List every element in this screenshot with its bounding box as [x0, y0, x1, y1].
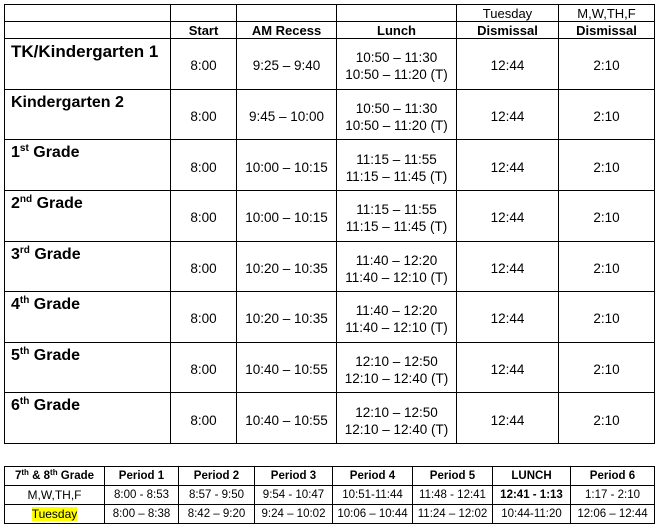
header-period-4: Period 4: [333, 467, 413, 486]
period-1-time: 8:00 - 8:53: [105, 486, 179, 505]
am-recess-time: 9:45 – 10:00: [237, 89, 337, 140]
header-lunch: Lunch: [337, 22, 457, 39]
period-6-time: 1:17 - 2:10: [571, 486, 655, 505]
table-row: [5, 342, 655, 393]
mwthf-dismissal-time: 2:10: [559, 292, 655, 343]
lunch-regular: 10:50 – 11:30: [355, 100, 438, 116]
lunch-time: [337, 140, 457, 191]
mwthf-dismissal-time: 2:10: [559, 140, 655, 191]
period-3-time: 9:54 - 10:47: [255, 486, 333, 505]
header-start: Start: [171, 22, 237, 39]
header-top-empty-cell: [5, 5, 171, 22]
grade-group-label: 7th & 8th Grade: [5, 467, 105, 486]
lunch-time: [337, 292, 457, 343]
mwthf-dismissal-time: 2:10: [559, 39, 655, 90]
period-2-time: 8:42 – 9:20: [179, 505, 255, 524]
grade-label: Kindergarten 2: [5, 89, 171, 140]
lunch-regular: 10:50 – 11:30: [355, 50, 438, 66]
start-time: 8:00: [171, 342, 237, 393]
table-row: [5, 89, 655, 140]
header-row: [5, 22, 655, 39]
period-5-time: 11:24 – 12:02: [413, 505, 493, 524]
am-recess-time: 10:20 – 10:35: [237, 241, 337, 292]
am-recess-time: 10:00 – 10:15: [237, 190, 337, 241]
lunch-time: [337, 190, 457, 241]
tuesday-dismissal-time: 12:44: [457, 393, 559, 444]
mwthf-dismissal-time: 2:10: [559, 89, 655, 140]
mwthf-dismissal-time: 2:10: [559, 241, 655, 292]
header-grade-empty: [5, 22, 171, 39]
tuesday-dismissal-time: 12:44: [457, 342, 559, 393]
lunch-regular: 11:15 – 11:55: [356, 202, 437, 218]
grade-label: TK/Kindergarten 1: [5, 39, 171, 90]
header-tuesday: Tuesday: [457, 5, 559, 22]
period-header-row: [5, 467, 655, 486]
bell-schedule-table: [4, 4, 655, 444]
lunch-regular: 11:40 – 12:20: [355, 303, 438, 319]
tuesday-dismissal-time: 12:44: [457, 241, 559, 292]
header-am-recess: AM Recess: [237, 22, 337, 39]
header-tuesday-dismissal: Dismissal: [457, 22, 559, 39]
grade-label: 2nd Grade: [5, 190, 171, 241]
am-recess-time: 10:20 – 10:35: [237, 292, 337, 343]
tuesday-highlight: Tuesday: [31, 507, 78, 521]
am-recess-time: 9:25 – 9:40: [237, 39, 337, 90]
table-row: [5, 393, 655, 444]
header-top-empty-cell: [171, 5, 237, 22]
lunch-time: [337, 89, 457, 140]
header-period-2: Period 2: [179, 467, 255, 486]
grade-label: 6th Grade: [5, 393, 171, 444]
lunch-time: 10:44-11:20: [493, 505, 571, 524]
header-period-6: Period 6: [571, 467, 655, 486]
mwthf-dismissal-time: 2:10: [559, 342, 655, 393]
lunch-regular: 12:10 – 12:50: [355, 354, 438, 370]
period-4-time: 10:51-11:44: [333, 486, 413, 505]
lunch-time: [337, 39, 457, 90]
header-period-3: Period 3: [255, 467, 333, 486]
period-5-time: 11:48 - 12:41: [413, 486, 493, 505]
table-row: [5, 486, 655, 505]
header-period-1: Period 1: [105, 467, 179, 486]
lunch-tuesday: 11:40 – 12:10 (T): [345, 320, 448, 336]
grade-label: 4th Grade: [5, 292, 171, 343]
table-row: [5, 505, 655, 524]
lunch-tuesday: 10:50 – 11:20 (T): [345, 67, 448, 83]
table-row: [5, 241, 655, 292]
grade-label: 1st Grade: [5, 140, 171, 191]
row-label-mwthf: M,W,TH,F: [5, 486, 105, 505]
lunch-time: [337, 393, 457, 444]
row-label-tuesday: [5, 505, 105, 524]
grade-label: 3rd Grade: [5, 241, 171, 292]
tuesday-dismissal-time: 12:44: [457, 39, 559, 90]
start-time: 8:00: [171, 89, 237, 140]
table-row: [5, 39, 655, 90]
middle-school-period-table: [4, 466, 655, 524]
lunch-time: 12:41 - 1:13: [493, 486, 571, 505]
tuesday-dismissal-time: 12:44: [457, 190, 559, 241]
header-mwthf-dismissal: Dismissal: [559, 22, 655, 39]
lunch-tuesday: 10:50 – 11:20 (T): [345, 117, 448, 133]
lunch-time: [337, 241, 457, 292]
lunch-tuesday: 11:15 – 11:45 (T): [345, 168, 448, 184]
tuesday-dismissal-time: 12:44: [457, 292, 559, 343]
header-period-5: Period 5: [413, 467, 493, 486]
mwthf-dismissal-time: 2:10: [559, 393, 655, 444]
tuesday-dismissal-time: 12:44: [457, 140, 559, 191]
lunch-tuesday: 11:15 – 11:45 (T): [345, 219, 448, 235]
start-time: 8:00: [171, 39, 237, 90]
lunch-time: [337, 342, 457, 393]
mwthf-dismissal-time: 2:10: [559, 190, 655, 241]
am-recess-time: 10:40 – 10:55: [237, 342, 337, 393]
am-recess-time: 10:40 – 10:55: [237, 393, 337, 444]
start-time: 8:00: [171, 190, 237, 241]
am-recess-time: 10:00 – 10:15: [237, 140, 337, 191]
table-row: [5, 140, 655, 191]
lunch-tuesday: 12:10 – 12:40 (T): [344, 371, 449, 387]
period-4-time: 10:06 – 10:44: [333, 505, 413, 524]
lunch-regular: 11:15 – 11:55: [356, 151, 437, 167]
header-top-empty-cell: [337, 5, 457, 22]
lunch-regular: 12:10 – 12:50: [355, 404, 438, 420]
lunch-tuesday: 12:10 – 12:40 (T): [344, 421, 449, 437]
tuesday-dismissal-time: 12:44: [457, 89, 559, 140]
start-time: 8:00: [171, 393, 237, 444]
header-mwthf: M,W,TH,F: [559, 5, 655, 22]
lunch-regular: 11:40 – 12:20: [355, 252, 438, 268]
header-top-row: [5, 5, 655, 22]
start-time: 8:00: [171, 241, 237, 292]
period-2-time: 8:57 - 9:50: [179, 486, 255, 505]
grade-label: 5th Grade: [5, 342, 171, 393]
period-3-time: 9:24 – 10:02: [255, 505, 333, 524]
table-row: [5, 190, 655, 241]
table-row: [5, 292, 655, 343]
lunch-tuesday: 11:40 – 12:10 (T): [345, 269, 448, 285]
start-time: 8:00: [171, 292, 237, 343]
period-1-time: 8:00 – 8:38: [105, 505, 179, 524]
start-time: 8:00: [171, 140, 237, 191]
header-lunch: LUNCH: [493, 467, 571, 486]
period-6-time: 12:06 – 12:44: [571, 505, 655, 524]
header-top-empty-cell: [237, 5, 337, 22]
